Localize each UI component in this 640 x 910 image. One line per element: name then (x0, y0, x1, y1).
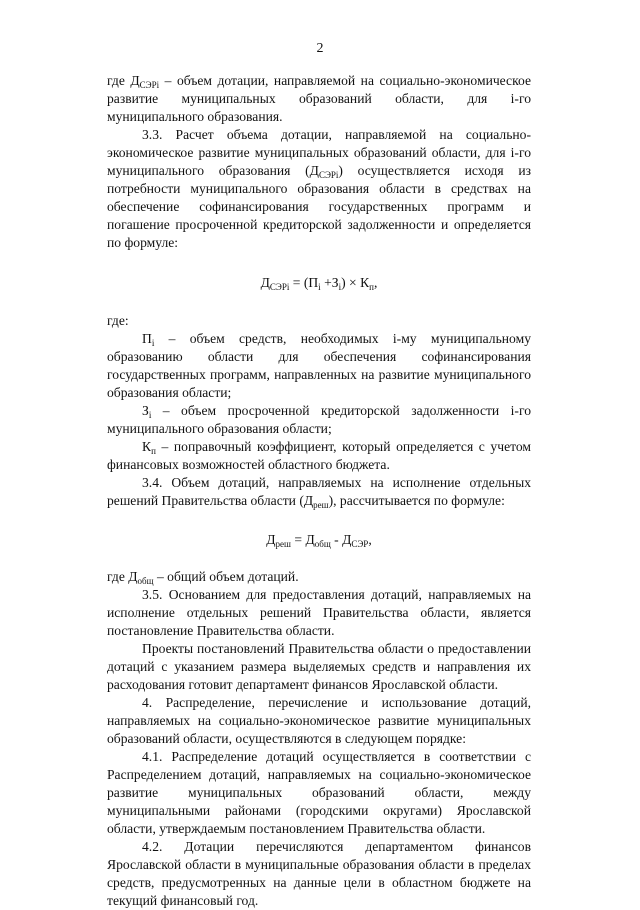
formula-dsep: $Д_{СЭРi} = (П_i +З_i) \times К_п$, (260, 275, 378, 292)
paragraph-4-2: 4.2. Дотации перечисляются департаментом финансов Ярославской области в муниципальные образования области в пределах средств, предусмотренных на данные цели в областном бюджете на текущий финансовый год. (107, 839, 531, 908)
paragraph-4-1: 4.1. Распределение дотаций осуществляется в соответствии с Распределением дотаций, направляемых на социально-экономическое развитие муниципальных образований области, между муниципальными районами (городскими округами) Ярославской области, утверждаемым постановлением Правительства области. (107, 749, 531, 836)
paragraph-projects: Проекты постановлений Правительства области о предоставлении дотаций с указанием размера выделяемых средств и направления их расходования готовит департамент финансов Ярославской области. (107, 641, 531, 692)
paragraph-dsep-definition: где $Д_{СЭРi}$ – объем дотации, направляемой на социально-экономическое развитие муниципальных образований области, для i-го муниципального образования. (107, 73, 531, 124)
page-number: 2 (316, 41, 324, 56)
paragraph-kp-definition: $К_п$ – поправочный коэффициент, который определяется с учетом финансовых возможностей областного бюджета. (107, 439, 531, 472)
paragraph-3-3: 3.3. Расчет объема дотации, направляемой на социально-экономическое развитие муниципальных образований области, для i-го муниципального образования $(Д_{СЭРi})$ осуществляется исходя из потребности муниципального образования области в средствах на обеспечение софинансирования государственных программ и погашение просроченной кредиторской задолженности и определяется по формуле: (107, 127, 531, 250)
paragraph-3-4: 3.4. Объем дотаций, направляемых на исполнение отдельных решений Правительства области $(Д_{реш})$, рассчитывается по формуле: (107, 475, 531, 510)
document-body (107, 72, 531, 910)
formula-dresh: $Д_{реш} = Д_{общ} - Д_{СЭР}$, (266, 532, 372, 549)
paragraph-zi-definition: $З_i$ – объем просроченной кредиторской задолженности i-го муниципального образования области; (107, 403, 531, 436)
paragraph-pi-definition: $П_i$ – объем средств, необходимых i-му муниципальному образованию области для обеспечения софинансирования государственных программ, направленных на развитие муниципального образования области; (107, 331, 531, 400)
paragraph-where: где: (107, 313, 129, 328)
paragraph-4: 4. Распределение, перечисление и использование дотаций, направляемых на социально-экономическое развитие муниципальных образований области, осуществляются в следующем порядке: (107, 695, 531, 746)
paragraph-dobsh-definition: где $Д_{общ}$ – общий объем дотаций. (107, 569, 299, 586)
paragraph-3-5: 3.5. Основанием для предоставления дотаций, направляемых на исполнение отдельных решений Правительства области, является постановление Правительства области. (107, 587, 531, 638)
